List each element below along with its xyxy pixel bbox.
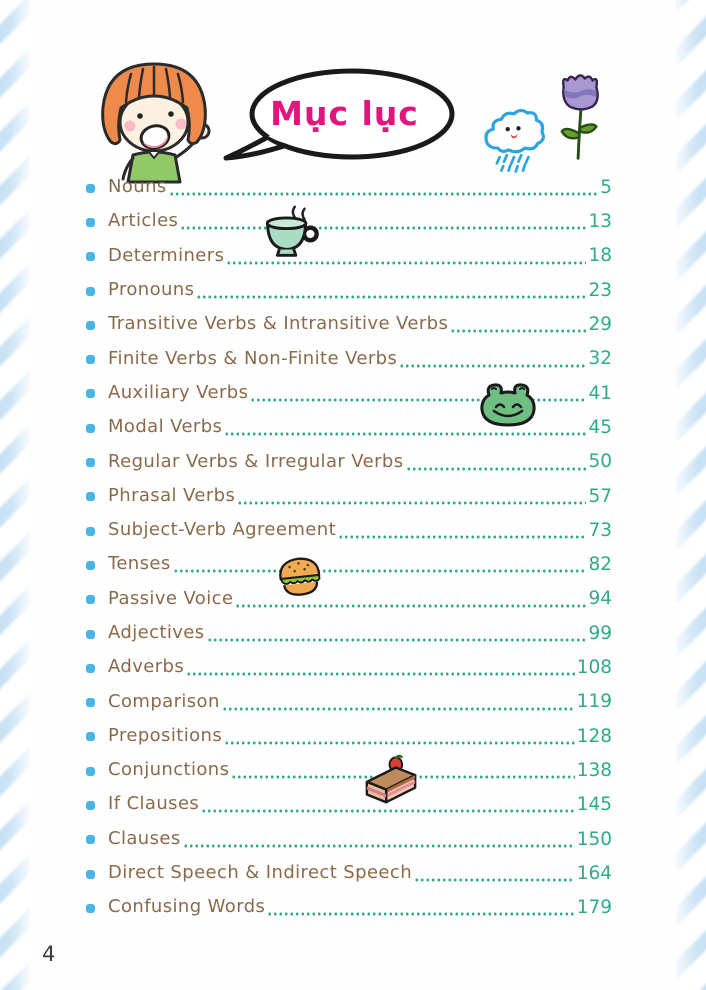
bullet-icon: [86, 835, 95, 844]
toc-row: [86, 205, 612, 239]
dotted-leader: [399, 364, 586, 368]
bullet-icon: [86, 561, 95, 570]
toc-item-page: 18: [588, 245, 612, 267]
toc-item-page: 108: [576, 657, 612, 679]
speech-bubble: [222, 64, 457, 169]
flower-icon: [556, 70, 606, 165]
footer-page-number: 4: [42, 942, 56, 966]
toc-item-page: 45: [588, 416, 612, 438]
bullet-icon: [86, 218, 95, 227]
toc-row: [86, 240, 612, 274]
toc-row: [86, 308, 612, 342]
dotted-leader: [169, 192, 599, 196]
dotted-leader: [237, 501, 586, 505]
dotted-leader: [450, 329, 586, 333]
toc-item-label: Tenses: [108, 553, 171, 575]
bullet-icon: [86, 870, 95, 879]
toc-item-page: 41: [588, 382, 612, 404]
bullet-icon: [86, 321, 95, 330]
toc-item-page: 32: [588, 348, 612, 370]
toc-item-page: 94: [588, 588, 612, 610]
dotted-leader: [414, 878, 575, 882]
frog-icon: [477, 380, 539, 432]
toc-item-label: Subject-Verb Agreement: [108, 519, 337, 541]
cake-slice-icon: [363, 752, 419, 808]
toc-row: [86, 617, 612, 651]
toc-row: [86, 651, 612, 685]
dotted-leader: [173, 569, 587, 573]
toc-list: [86, 171, 612, 926]
toc-item-page: 50: [588, 451, 612, 473]
bullet-icon: [86, 527, 95, 536]
bullet-icon: [86, 801, 95, 810]
dotted-leader: [406, 467, 587, 471]
hamburger-icon: [274, 547, 326, 609]
toc-item-label: Prepositions: [108, 724, 223, 746]
dotted-leader: [224, 432, 586, 436]
toc-row: [86, 171, 612, 205]
toc-item-label: Modal Verbs: [108, 416, 223, 438]
bullet-icon: [86, 492, 95, 501]
toc-item-label: If Clauses: [108, 793, 200, 815]
toc-row: [86, 788, 612, 822]
dotted-leader: [180, 226, 586, 230]
toc-item-label: Conjunctions: [108, 759, 230, 781]
dotted-leader: [338, 535, 586, 539]
dotted-leader: [267, 912, 574, 916]
toc-item-page: 145: [576, 794, 612, 816]
toc-item-label: Passive Voice: [108, 587, 234, 609]
bullet-icon: [86, 424, 95, 433]
bullet-icon: [86, 732, 95, 741]
bullet-icon: [86, 664, 95, 673]
bullet-icon: [86, 252, 95, 261]
toc-row: [86, 823, 612, 857]
toc-item-label: Clauses: [108, 827, 181, 849]
rain-cloud-icon: [478, 104, 550, 176]
toc-item-page: 179: [576, 897, 612, 919]
toc-item-label: Confusing Words: [108, 896, 266, 918]
toc-item-label: Finite Verbs & Non-Finite Verbs: [108, 347, 398, 369]
toc-item-label: Adverbs: [108, 656, 185, 678]
toc-row: [86, 548, 612, 582]
toc-item-label: Auxiliary Verbs: [108, 381, 249, 403]
bullet-icon: [86, 389, 95, 398]
toc-item-page: 29: [588, 314, 612, 336]
teacup-icon: [256, 203, 322, 261]
bullet-icon: [86, 767, 95, 776]
toc-item-label: Pronouns: [108, 279, 195, 301]
bullet-icon: [86, 355, 95, 364]
toc-item-label: Articles: [108, 210, 179, 232]
dotted-leader: [222, 707, 575, 711]
toc-item-label: Nouns: [108, 176, 167, 198]
dotted-leader: [224, 741, 575, 745]
toc-item-label: Direct Speech & Indirect Speech: [108, 862, 413, 884]
toc-item-page: 23: [588, 279, 612, 301]
girl-illustration: [83, 52, 228, 184]
toc-item-page: 13: [588, 211, 612, 233]
dotted-leader: [226, 261, 586, 265]
toc-item-label: Regular Verbs & Irregular Verbs: [108, 450, 404, 472]
toc-item-label: Phrasal Verbs: [108, 484, 236, 506]
toc-item-label: Transitive Verbs & Intransitive Verbs: [108, 313, 449, 335]
toc-item-page: 138: [576, 759, 612, 781]
toc-row: [86, 720, 612, 754]
bullet-icon: [86, 458, 95, 467]
dotted-leader: [183, 844, 575, 848]
toc-item-page: 164: [576, 862, 612, 884]
toc-row: [86, 514, 612, 548]
bullet-icon: [86, 630, 95, 639]
toc-row: [86, 754, 612, 788]
toc-item-page: 82: [588, 554, 612, 576]
bullet-icon: [86, 287, 95, 296]
toc-item-label: Determiners: [108, 244, 225, 266]
toc-row: [86, 342, 612, 376]
toc-item-page: 57: [588, 485, 612, 507]
bullet-icon: [86, 184, 95, 193]
toc-row: [86, 857, 612, 891]
dotted-leader: [186, 672, 575, 676]
toc-item-page: 128: [576, 725, 612, 747]
toc-item-page: 5: [600, 176, 612, 198]
toc-item-page: 150: [576, 828, 612, 850]
toc-row: [86, 583, 612, 617]
bullet-icon: [86, 595, 95, 604]
page-title: Mục lục: [270, 94, 419, 133]
bullet-icon: [86, 698, 95, 707]
toc-row: [86, 891, 612, 925]
header: [0, 0, 706, 190]
dotted-leader: [201, 809, 574, 813]
toc-item-page: 73: [588, 519, 612, 541]
toc-row: [86, 274, 612, 308]
dotted-leader: [196, 295, 586, 299]
toc-item-label: Comparison: [108, 690, 220, 712]
bullet-icon: [86, 904, 95, 913]
toc-row: [86, 480, 612, 514]
dotted-leader: [207, 638, 587, 642]
toc-item-page: 119: [576, 691, 612, 713]
toc-item-label: Adjectives: [108, 622, 205, 643]
toc-row: [86, 685, 612, 719]
toc-item-page: 99: [588, 622, 612, 644]
toc-row: [86, 445, 612, 479]
